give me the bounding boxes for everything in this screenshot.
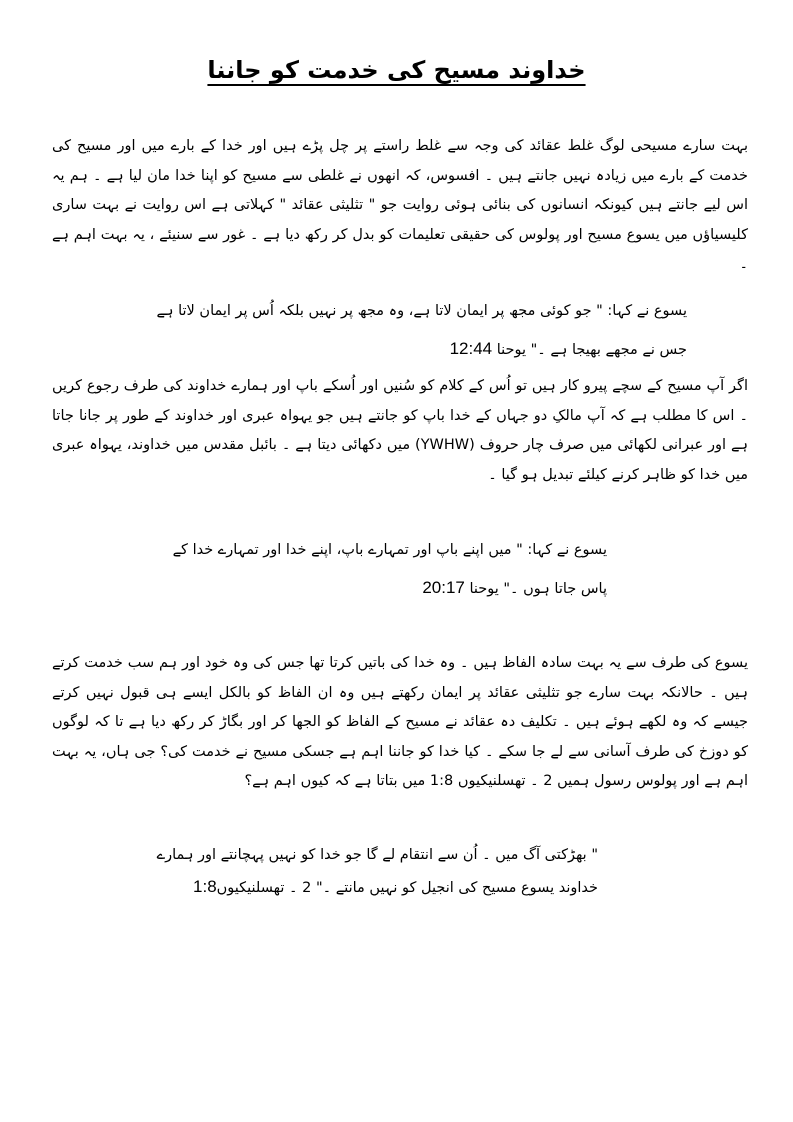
verse-reference: 12:44 (449, 339, 493, 358)
paragraph-2: اگر آپ مسیح کے سچے پیرو کار ہیں تو اُس کے کلام کو سُنیں اور اُسکے باپ اور ہمارے خداوند کی طرف رجوع کریں ۔ اس کا مطلب ہے کہ آپ مالکِ دو جہاں کے خدا باپ کو جانتے ہیں جو یہواہ عبری اور خداوند کے طور پر جانا جاتا ہے اور عبرانی لکھائی میں صرف چار حروف (YWHW) میں دکھائی دیتا ہے ۔ بائبل مقدس میں خداوند، یہواہ عبری میں خدا کو ظاہر کرنے کیلئے تبدیل ہو گیا ۔ (52, 378, 748, 483)
quote-line: یسوع نے کہا: " میں اپنے باپ اور تمہارے باپ، اپنے خدا اور تمہارے خدا کے (172, 542, 607, 558)
verse-reference: 1:8 (193, 877, 217, 896)
quote-john-12-44 (127, 293, 687, 369)
paragraph-3: یسوع کی طرف سے یہ بہت سادہ الفاظ ہیں ۔ وہ خدا کی باتیں کرتا تھا جس کی وہ خود اور ہم سب خدمت کرتے ہیں ۔ حالانکہ بہت سارے جو تثلیثی عقائد پر ایمان رکھتے ہیں وہ ان الفاظ کو بالکل ایسے ہی قبول نہیں کرتے جیسے کہ وہ لکھے ہوئے ہیں ۔ تکلیف دہ عقائد نے مسیح کے الفاظ کو الجھا کر اور بگاڑ کر رکھ دیا ہے تا کہ لوگوں کو دوزخ کی طرف آسانی سے لے جا سکے ۔ کیا خدا کو جاننا اہم ہے جسکی مسیح نے خدمت کی؟ جی ہاں، یہ بہت اہم ہے اور پولوس رسول ہمیں 2 ۔ تھسلنیکیوں 1:8 میں بتاتا ہے کہ کیوں اہم ہے؟ (52, 655, 748, 789)
quote-line-text: پاس جاتا ہوں ۔" یوحنا (469, 581, 607, 597)
paragraph-1: بہت سارے مسیحی لوگ غلط عقائد کی وجہ سے غلط راستے پر چل پڑے ہیں اور خدا کے بارے میں اور مسیح کی خدمت کے بارے میں زیادہ نہیں جانتے ہیں ۔ افسوس، کہ انھوں نے غلطی سے مسیح کو اپنا خدا مان لیا ہے ۔ ہم یہ اس لیے جانتے ہیں کیونکہ انسانوں کی بنائی ہوئی روایت جو " تثلیثی عقائد " کہلاتی ہے اس روایت نے بہت ساری کلیسیاؤں میں یسوع مسیح اور پولوس کی حقیقی تعلیمات کو بدل کر رکھ دیا ہے ۔ غور سے سنیئے ، یہ بہت اہم ہے ۔ (52, 138, 748, 272)
quote-2-thessalonians-1-8 (158, 840, 598, 904)
quote-line-with-reference (127, 569, 607, 608)
quote-line-with-reference (127, 330, 687, 369)
quote-line: " بھڑکتی آگ میں ۔ اُن سے انتقام لے گا جو خدا کو نہیں پہچانتے اور ہمارے (156, 847, 598, 863)
quote-line: یسوع نے کہا: " جو کوئی مجھ پر ایمان لاتا ہے، وہ مجھ پر نہیں بلکہ اُس پر ایمان لاتا ہے (156, 303, 687, 319)
quote-john-20-17 (127, 532, 607, 608)
quote-line-text: خداوند یسوع مسیح کی انجیل کو نہیں مانتے ۔" 2 ۔ تھسلنیکیوں (216, 880, 598, 896)
verse-reference: 20:17 (422, 578, 465, 597)
quote-line-with-reference (158, 871, 598, 904)
quote-line-text: جس نے مجھے بھیجا ہے ۔" یوحنا (496, 342, 687, 358)
page-title: خداوند مسیح کی خدمت کو جاننا (207, 56, 586, 84)
